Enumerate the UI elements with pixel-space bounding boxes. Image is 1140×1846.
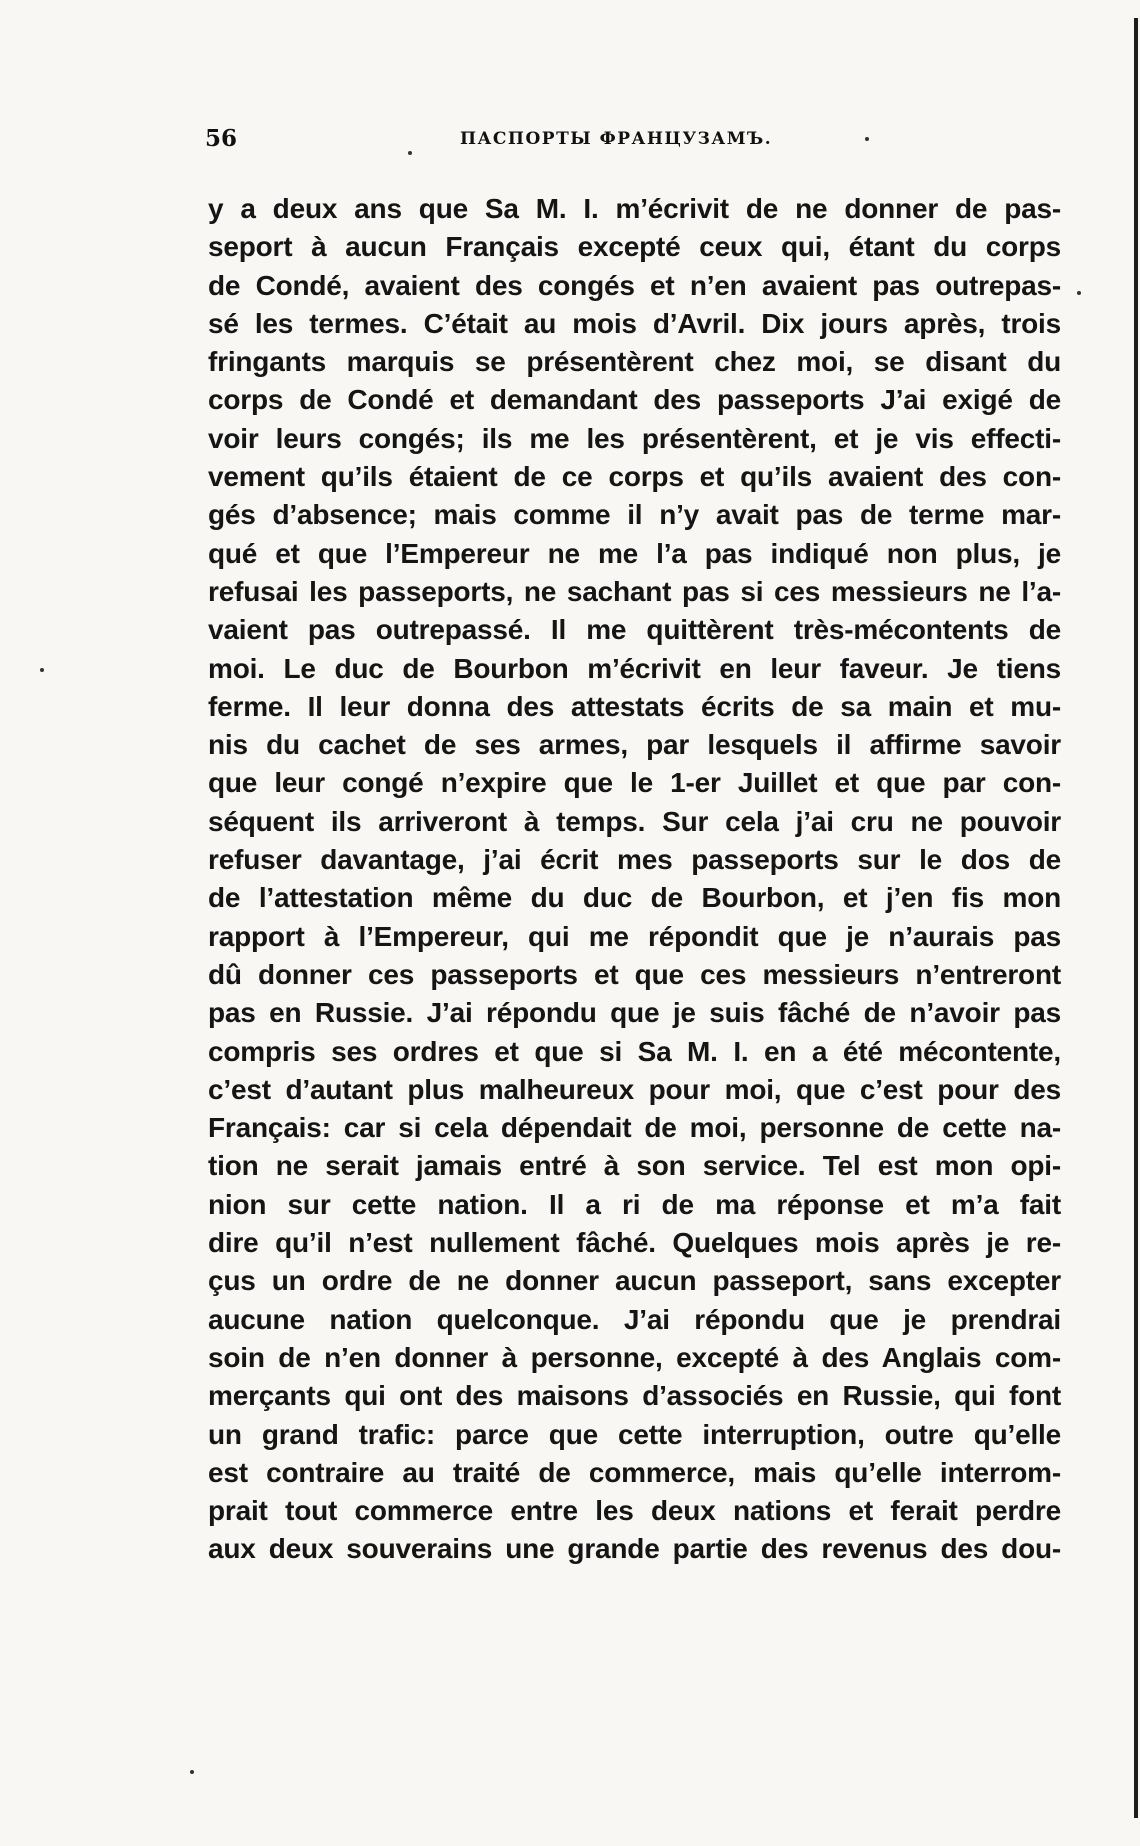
text-line: séquent ils arriveront à temps. Sur cela j’ai cru ne pouvoir [208, 805, 1061, 837]
text-line: est contraire au traité de commerce, mais qu’elle interrom- [208, 1456, 1061, 1488]
text-line: nion sur cette nation. Il a ri de ma réponse et m’a fait [208, 1188, 1061, 1220]
text-line: aucune nation quelconque. J’ai répondu que je prendrai [208, 1303, 1061, 1335]
text-line: c’est d’autant plus malheureux pour moi, que c’est pour des [208, 1073, 1061, 1105]
text-line: çus un ordre de ne donner aucun passeport, sans excepter [208, 1265, 1061, 1297]
text-line: un grand trafic: parce que cette interruption, outre qu’elle [208, 1418, 1061, 1450]
text-line: gés d’absence; mais comme il n’y avait pas de terme mar- [208, 499, 1061, 531]
print-speck [865, 137, 869, 141]
text-line: dire qu’il n’est nullement fâché. Quelques mois après je re- [208, 1227, 1061, 1259]
print-speck [190, 1770, 194, 1774]
text-line: vement qu’ils étaient de ce corps et qu’ils avaient des con- [208, 461, 1061, 493]
text-line: y a deux ans que Sa M. I. m’écrivit de ne donner de pas- [208, 193, 1061, 224]
text-line: soin de n’en donner à personne, excepté à des Anglais com- [208, 1341, 1061, 1373]
text-line: refusai les passeports, ne sachant pas si ces messieurs ne l’a- [208, 575, 1061, 607]
text-line: prait tout commerce entre les deux nations et ferait perdre [208, 1495, 1061, 1527]
text-line: voir leurs congés; ils me les présentèrent, et je vis effecti- [208, 422, 1061, 454]
print-speck [40, 668, 44, 672]
text-line: sé les termes. C’était au mois d’Avril. Dix jours après, trois [208, 307, 1061, 339]
text-line: tion ne serait jamais entré à son service. Tel est mon opi- [208, 1150, 1061, 1182]
text-line: seport à aucun Français excepté ceux qui, étant du corps [208, 231, 1061, 263]
text-line: nis du cachet de ses armes, par lesquels il affirme savoir [208, 729, 1061, 761]
text-line: aux deux souverains une grande partie des revenus des dou- [208, 1533, 1061, 1565]
text-line: pas en Russie. J’ai répondu que je suis fâché de n’avoir pas [208, 997, 1061, 1029]
page-number: 56 [205, 125, 238, 152]
text-line: de Condé, avaient des congés et n’en avaient pas outrepas- [208, 269, 1061, 301]
text-line: vaient pas outrepassé. Il me quittèrent très-mécontents de [208, 614, 1061, 646]
text-line: que leur congé n’expire que le 1-er Juillet et que par con- [208, 767, 1061, 799]
text-line: compris ses ordres et que si Sa M. I. en a été mécontente, [208, 1035, 1061, 1067]
page-edge-rule [1134, 18, 1138, 1818]
text-line: merçants qui ont des maisons d’associés en Russie, qui font [208, 1380, 1061, 1412]
text-line: dû donner ces passeports et que ces messieurs n’entreront [208, 958, 1061, 990]
text-line: Français: car si cela dépendait de moi, personne de cette na- [208, 1112, 1061, 1144]
text-line: refuser davantage, j’ai écrit mes passeports sur le dos de [208, 844, 1061, 876]
text-line: de l’attestation même du duc de Bourbon, et j’en fis mon [208, 882, 1061, 914]
print-speck [1077, 291, 1081, 295]
text-line: moi. Le duc de Bourbon m’écrivit en leur faveur. Je tiens [208, 652, 1061, 684]
print-speck [408, 151, 412, 155]
running-title: ПАСПОРТЫ ФРАНЦУЗАМЪ. [460, 129, 773, 149]
text-line: qué et que l’Empereur ne me l’a pas indiqué non plus, je [208, 537, 1061, 569]
text-line: ferme. Il leur donna des attestats écrits de sa main et mu- [208, 690, 1061, 722]
text-line: corps de Condé et demandant des passeports J’ai exigé de [208, 384, 1061, 416]
text-line: rapport à l’Empereur, qui me répondit que je n’aurais pas [208, 920, 1061, 952]
text-line: fringants marquis se présentèrent chez moi, se disant du [208, 346, 1061, 378]
body-text [208, 190, 1061, 1569]
